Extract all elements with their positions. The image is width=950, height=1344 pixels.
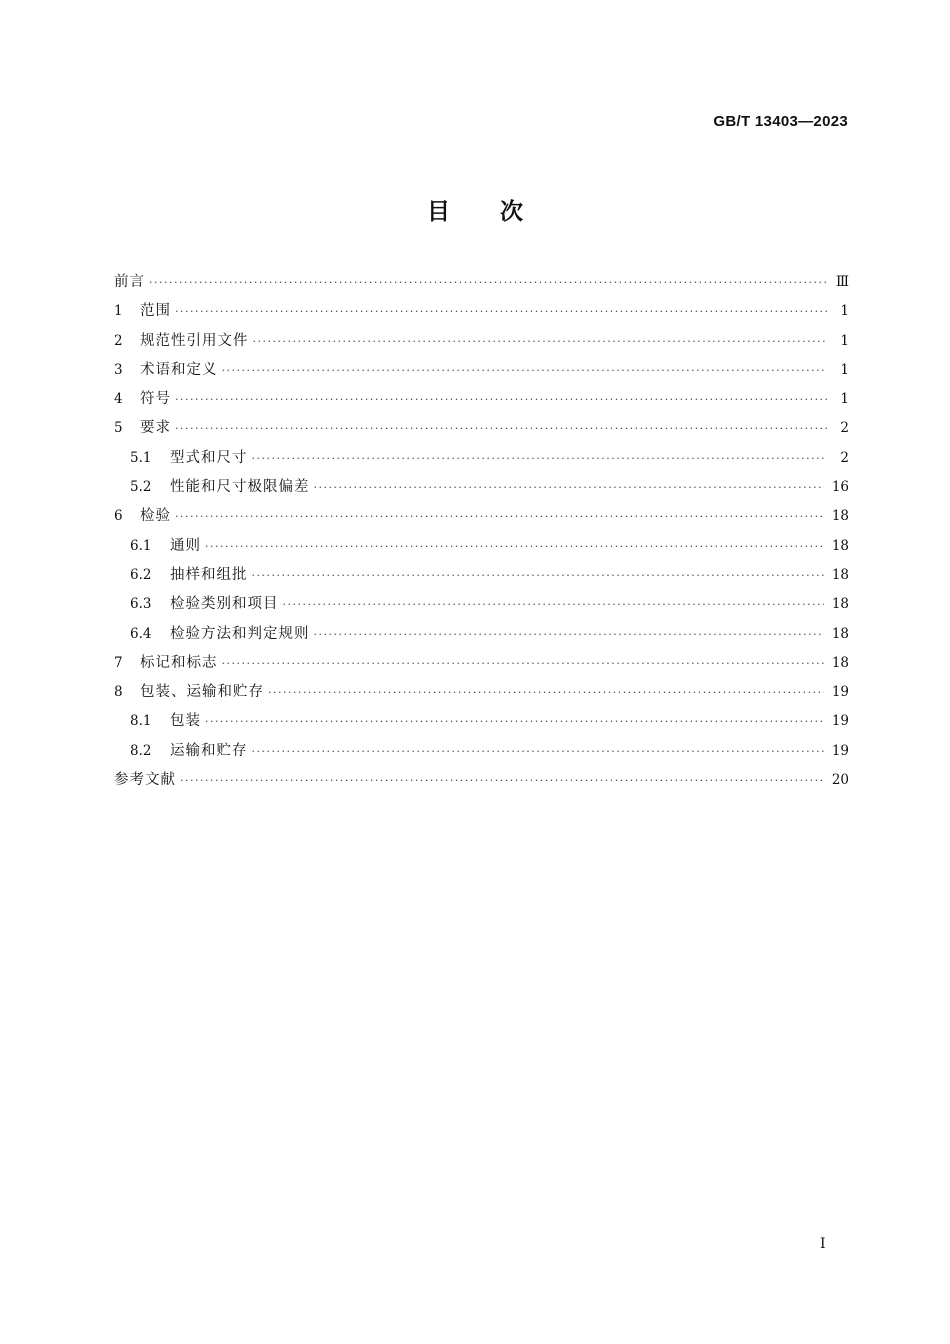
toc-leader-dots	[175, 422, 827, 435]
page-title: 目次	[427, 199, 573, 225]
toc-leader-dots	[252, 452, 828, 465]
toc-page-number: 1	[840, 303, 849, 320]
toc-label: 术语和定义	[140, 361, 218, 378]
toc-number: 4	[114, 391, 123, 408]
toc-page-number: 2	[840, 420, 849, 437]
toc-entry-6[interactable]	[114, 504, 849, 533]
toc-leader-dots	[205, 715, 824, 728]
toc-page-number: 18	[831, 625, 849, 642]
toc-entry-1[interactable]	[114, 299, 849, 328]
toc-label: 范围	[140, 303, 171, 320]
toc-page-number: 18	[831, 654, 849, 671]
toc-label: 参考文献	[114, 772, 176, 789]
toc-number: 5.1	[130, 449, 152, 466]
toc-label: 性能和尺寸极限偏差	[170, 479, 310, 496]
toc-label: 运输和贮存	[170, 742, 248, 759]
toc-number: 6	[114, 508, 123, 525]
toc-label: 要求	[140, 420, 171, 437]
toc-number: 1	[114, 303, 123, 320]
toc-label: 检验	[140, 508, 171, 525]
table-of-contents	[114, 270, 849, 797]
toc-entry-2[interactable]	[114, 329, 849, 358]
toc-leader-dots	[175, 393, 827, 406]
toc-leader-dots	[222, 364, 828, 377]
toc-entry-bibliography[interactable]	[114, 768, 849, 797]
toc-entry-3[interactable]	[114, 358, 849, 387]
toc-number: 2	[114, 332, 123, 349]
toc-label: 检验方法和判定规则	[170, 625, 310, 642]
toc-leader-dots	[222, 657, 824, 670]
toc-number: 8	[114, 684, 123, 701]
toc-entry-5-1[interactable]	[114, 446, 849, 475]
toc-label: 检验类别和项目	[170, 596, 279, 613]
toc-label: 包装	[170, 713, 201, 730]
toc-entry-foreword[interactable]	[114, 270, 849, 299]
page-number: I	[820, 1236, 826, 1252]
toc-leader-dots	[149, 276, 827, 289]
toc-page-number: 19	[831, 713, 849, 730]
toc-number: 6.2	[130, 566, 152, 583]
toc-page-number: 18	[831, 596, 849, 613]
toc-label: 前言	[114, 274, 145, 290]
toc-number: 6.1	[130, 537, 152, 554]
toc-entry-8[interactable]	[114, 680, 849, 709]
toc-number: 3	[114, 361, 123, 378]
toc-number: 6.3	[130, 596, 152, 613]
toc-number: 5.2	[130, 479, 152, 496]
toc-leader-dots	[180, 774, 824, 787]
toc-leader-dots	[314, 628, 824, 641]
toc-page-number: Ⅲ	[835, 274, 849, 290]
toc-number: 5	[114, 420, 123, 437]
toc-label: 通则	[170, 537, 201, 554]
toc-number: 8.1	[130, 713, 152, 730]
toc-page-number: 1	[840, 391, 849, 408]
toc-entry-6-1[interactable]	[114, 534, 849, 563]
toc-entry-8-2[interactable]	[114, 739, 849, 768]
toc-label: 包装、运输和贮存	[140, 684, 264, 701]
toc-entry-6-3[interactable]	[114, 592, 849, 621]
toc-number: 7	[114, 654, 123, 671]
toc-number: 6.4	[130, 625, 152, 642]
toc-page-number: 1	[840, 361, 849, 378]
toc-page-number: 2	[840, 449, 849, 466]
toc-label: 规范性引用文件	[140, 332, 249, 349]
toc-leader-dots	[252, 745, 824, 758]
toc-leader-dots	[268, 686, 824, 699]
toc-page-number: 16	[831, 479, 849, 496]
toc-leader-dots	[253, 335, 828, 348]
toc-leader-dots	[252, 569, 824, 582]
toc-page-number: 18	[831, 508, 849, 525]
toc-leader-dots	[175, 510, 824, 523]
toc-entry-8-1[interactable]	[114, 709, 849, 738]
toc-leader-dots	[175, 305, 827, 318]
toc-page-number: 20	[831, 772, 849, 789]
toc-label: 符号	[140, 391, 171, 408]
toc-entry-7[interactable]	[114, 651, 849, 680]
toc-entry-6-4[interactable]	[114, 622, 849, 651]
toc-leader-dots	[283, 598, 824, 611]
toc-page-number: 18	[831, 537, 849, 554]
toc-entry-6-2[interactable]	[114, 563, 849, 592]
toc-page-number: 19	[831, 684, 849, 701]
toc-leader-dots	[205, 540, 824, 553]
toc-entry-5[interactable]	[114, 416, 849, 445]
toc-label: 抽样和组批	[170, 566, 248, 583]
toc-entry-4[interactable]	[114, 387, 849, 416]
standard-code: GB/T 13403—2023	[713, 113, 848, 130]
toc-entry-5-2[interactable]	[114, 475, 849, 504]
toc-leader-dots	[314, 481, 824, 494]
toc-label: 型式和尺寸	[170, 449, 248, 466]
toc-page-number: 19	[831, 742, 849, 759]
toc-label: 标记和标志	[140, 654, 218, 671]
toc-number: 8.2	[130, 742, 152, 759]
toc-page-number: 18	[831, 566, 849, 583]
toc-page-number: 1	[840, 332, 849, 349]
